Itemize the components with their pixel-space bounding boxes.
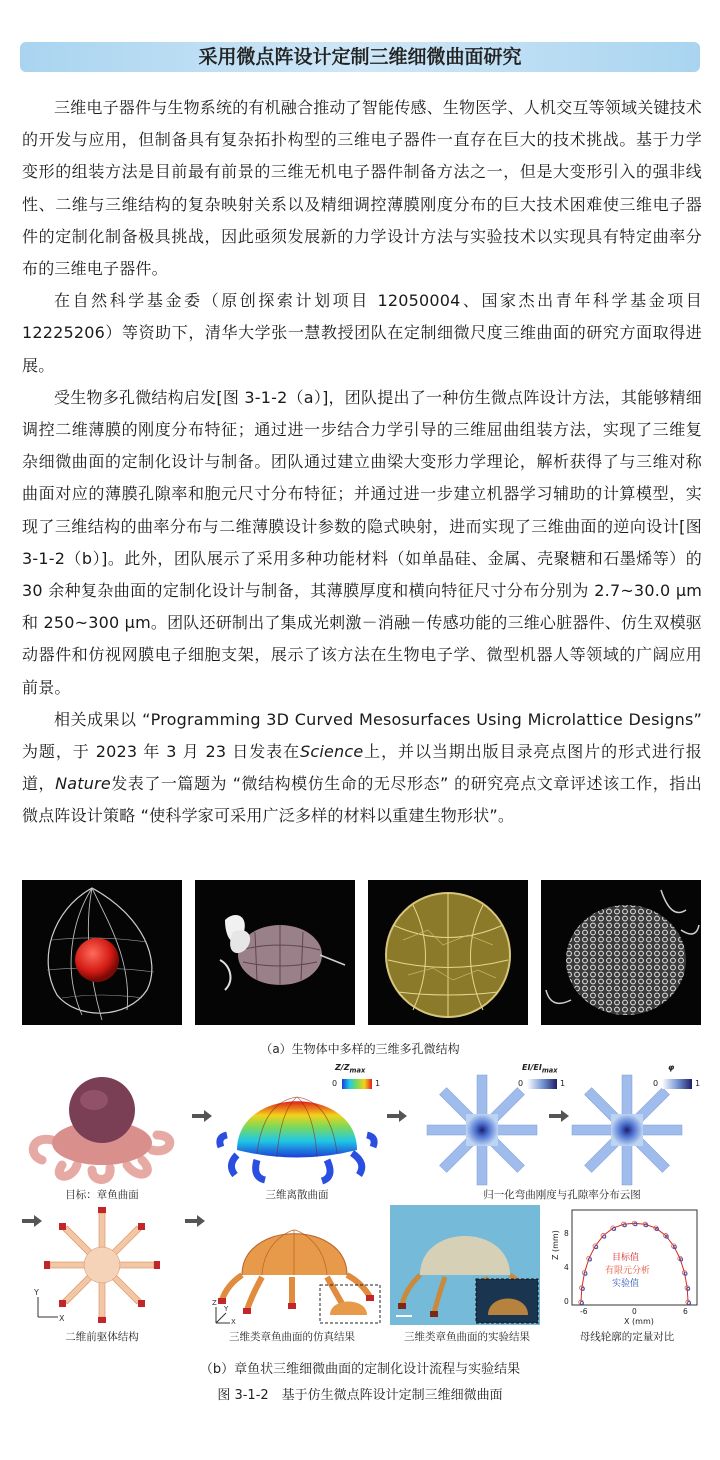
- panel-profile-chart: [552, 1205, 702, 1325]
- legend-experiment: 实验值: [612, 1279, 640, 1289]
- paragraph-4-part1: 相关成果以 “Programming 3D Curved Mesosurfaces Using Microlattice Designs” 为题，于 2023 年 3 月 23 日发表在: [22, 709, 702, 762]
- colorbar2: [527, 1079, 557, 1089]
- legend-target: 目标值: [612, 1253, 640, 1263]
- colorbar1: [342, 1079, 372, 1089]
- arrow-right-icon: [387, 1110, 407, 1122]
- panel-experiment-result: [390, 1205, 540, 1325]
- article-body: [22, 92, 702, 833]
- svg-text:Y: Y: [34, 1288, 39, 1297]
- paragraph-4-part3: 发表了一篇题为 “微结构模仿生命的无尽形态” 的研究亮点文章评述该工作，指出微点阵设计策略 “使科学家可采用广泛多样的材料以重建生物形状”。: [22, 774, 702, 826]
- page-title: 采用微点阵设计定制三维细微曲面研究: [20, 42, 700, 72]
- svg-text:Z: Z: [212, 1299, 217, 1307]
- chart-xlabel: X (mm): [624, 1317, 654, 1326]
- colorbar3-min: 0: [653, 1079, 659, 1088]
- colorbar1-min: 0: [332, 1079, 338, 1088]
- journal-nature: Nature: [55, 774, 111, 794]
- arrow-right-icon: [192, 1110, 212, 1122]
- chart-xtick-2: 6: [683, 1307, 688, 1316]
- panel-stiffness-porosity-maps: [412, 1065, 702, 1185]
- photo-physalis-husk: [22, 880, 182, 1025]
- svg-text:Y: Y: [224, 1305, 229, 1313]
- label-fea-result: 三维类章鱼曲面的仿真结果: [229, 1331, 355, 1343]
- colorbar2-min: 0: [518, 1079, 524, 1088]
- legend-fea: 有限元分析: [605, 1266, 651, 1276]
- paragraph-3: 受生物多孔微结构启发[图 3-1-2（a）]，团队提出了一种仿生微点阵设计方法，其能够精细调控二维薄膜的刚度分布特征；通过进一步结合力学引导的三维屈曲组装方法，实现了三维复杂细微曲面的定制化设计与制备。团队通过建立曲梁大变形力学理论，解析获得了与三维对称曲面对应的薄膜孔隙率和胞元尺寸分布特征；并通过进一步建立机器学习辅助的计算模型，实现了三维结构的曲率分布与二维薄膜设计参数的隐式映射，进而实现了三维曲面的逆向设计[图 3-1-2（b）]。此外，团队展示了采用多种功能材料（如单晶硅、金属、壳聚糖和石墨烯等）的 30 余种复杂曲面的定制化设计与制备，其薄膜厚度和横向特征尺寸分布分别为 2.7~30.0 μm 和 250~300 μm。团队还研制出了集成光刺激－消融－传感功能的三维心脏器件、仿生双模驱动器件和仿视网膜电子细胞支架，展示了该方法在生物电子学、微型机器人等领域的广阔应用前景。: [22, 387, 702, 697]
- colorbar2-sub: max: [541, 1066, 558, 1075]
- label-2d-precursor: 二维前驱体结构: [65, 1331, 139, 1343]
- colorbar2-label: EI/EI: [522, 1063, 542, 1072]
- chart-ytick-1: 4: [564, 1263, 569, 1272]
- figure-b-workflow: [22, 1065, 702, 1355]
- chart-ytick-2: 8: [564, 1229, 569, 1238]
- colorbar1-sub: max: [349, 1066, 366, 1075]
- colorbar3-label: φ: [668, 1063, 675, 1072]
- figure-a-photos: [22, 880, 702, 1025]
- label-stiffness-maps: 归一化弯曲刚度与孔隙率分布云图: [483, 1189, 641, 1201]
- panel-2d-precursor: [32, 1205, 172, 1325]
- photo-lantern-flower: [195, 880, 355, 1025]
- chart-xtick-0: -6: [580, 1307, 588, 1316]
- colorbar1-max: 1: [375, 1079, 381, 1088]
- colorbar3: [662, 1079, 692, 1089]
- journal-science: Science: [300, 742, 364, 762]
- paragraph-2: 在自然科学基金委（原创探索计划项目 12050004、国家杰出青年科学基金项目 12225206）等资助下，清华大学张一慧教授团队在定制细微尺度三维曲面的研究方面取得进展。: [22, 291, 702, 375]
- colorbar3-max: 1: [695, 1079, 701, 1088]
- photo-leaf-skeleton: [368, 880, 528, 1025]
- paragraph-4-part2: 上，并以当期出版目录亮点图片的形式进行报道，: [22, 742, 702, 794]
- chart-ytick-0: 0: [564, 1297, 569, 1306]
- svg-text:X: X: [231, 1318, 236, 1326]
- panel-octopus-target: [22, 1065, 182, 1185]
- chart-xtick-1: 0: [632, 1307, 637, 1316]
- colorbar2-max: 1: [560, 1079, 566, 1088]
- panel-3d-discrete-surface: [217, 1063, 381, 1185]
- arrow-right-icon: [549, 1110, 569, 1122]
- figure-a-caption: （a）生物体中多样的三维多孔微结构: [260, 1042, 460, 1056]
- label-octopus-target: 目标：章鱼曲面: [65, 1189, 139, 1201]
- profile-chart: [552, 1205, 702, 1325]
- figure-caption: 图 3-1-2 基于仿生微点阵设计定制三维细微曲面: [217, 1388, 503, 1403]
- figure-b-caption: （b）章鱼状三维细微曲面的定制化设计流程与实验结果: [199, 1362, 521, 1377]
- paragraph-1: 三维电子器件与生物系统的有机融合推动了智能传感、生物医学、人机交互等领域关键技术的开发与应用，但制备具有复杂拓扑构型的三维电子器件一直存在巨大的技术挑战。基于力学变形的组装方法是目前最有前景的三维无机电子器件制备方法之一，但是大变形引入的强非线性、二维与三维结构的复杂映射关系以及精细调控薄膜刚度分布的巨大技术困难使三维电子器件的定制化制备极具挑战，因此亟须发展新的力学设计方法与实验技术以实现具有特定曲率分布的三维电子器件。: [22, 98, 703, 279]
- colorbar1-label: Z/Z: [335, 1063, 350, 1072]
- panel-fea-result: [212, 1205, 382, 1325]
- svg-text:X: X: [59, 1314, 65, 1323]
- label-3d-discrete: 三维离散曲面: [265, 1189, 329, 1201]
- paragraph-4: [22, 704, 702, 833]
- photo-radiolarian-lattice: [541, 880, 701, 1025]
- label-experiment-result: 三维类章鱼曲面的实验结果: [404, 1331, 530, 1343]
- arrow-right-icon: [185, 1215, 205, 1227]
- label-profile-comparison: 母线轮廓的定量对比: [579, 1331, 675, 1343]
- chart-ylabel: Z (mm): [551, 1230, 560, 1260]
